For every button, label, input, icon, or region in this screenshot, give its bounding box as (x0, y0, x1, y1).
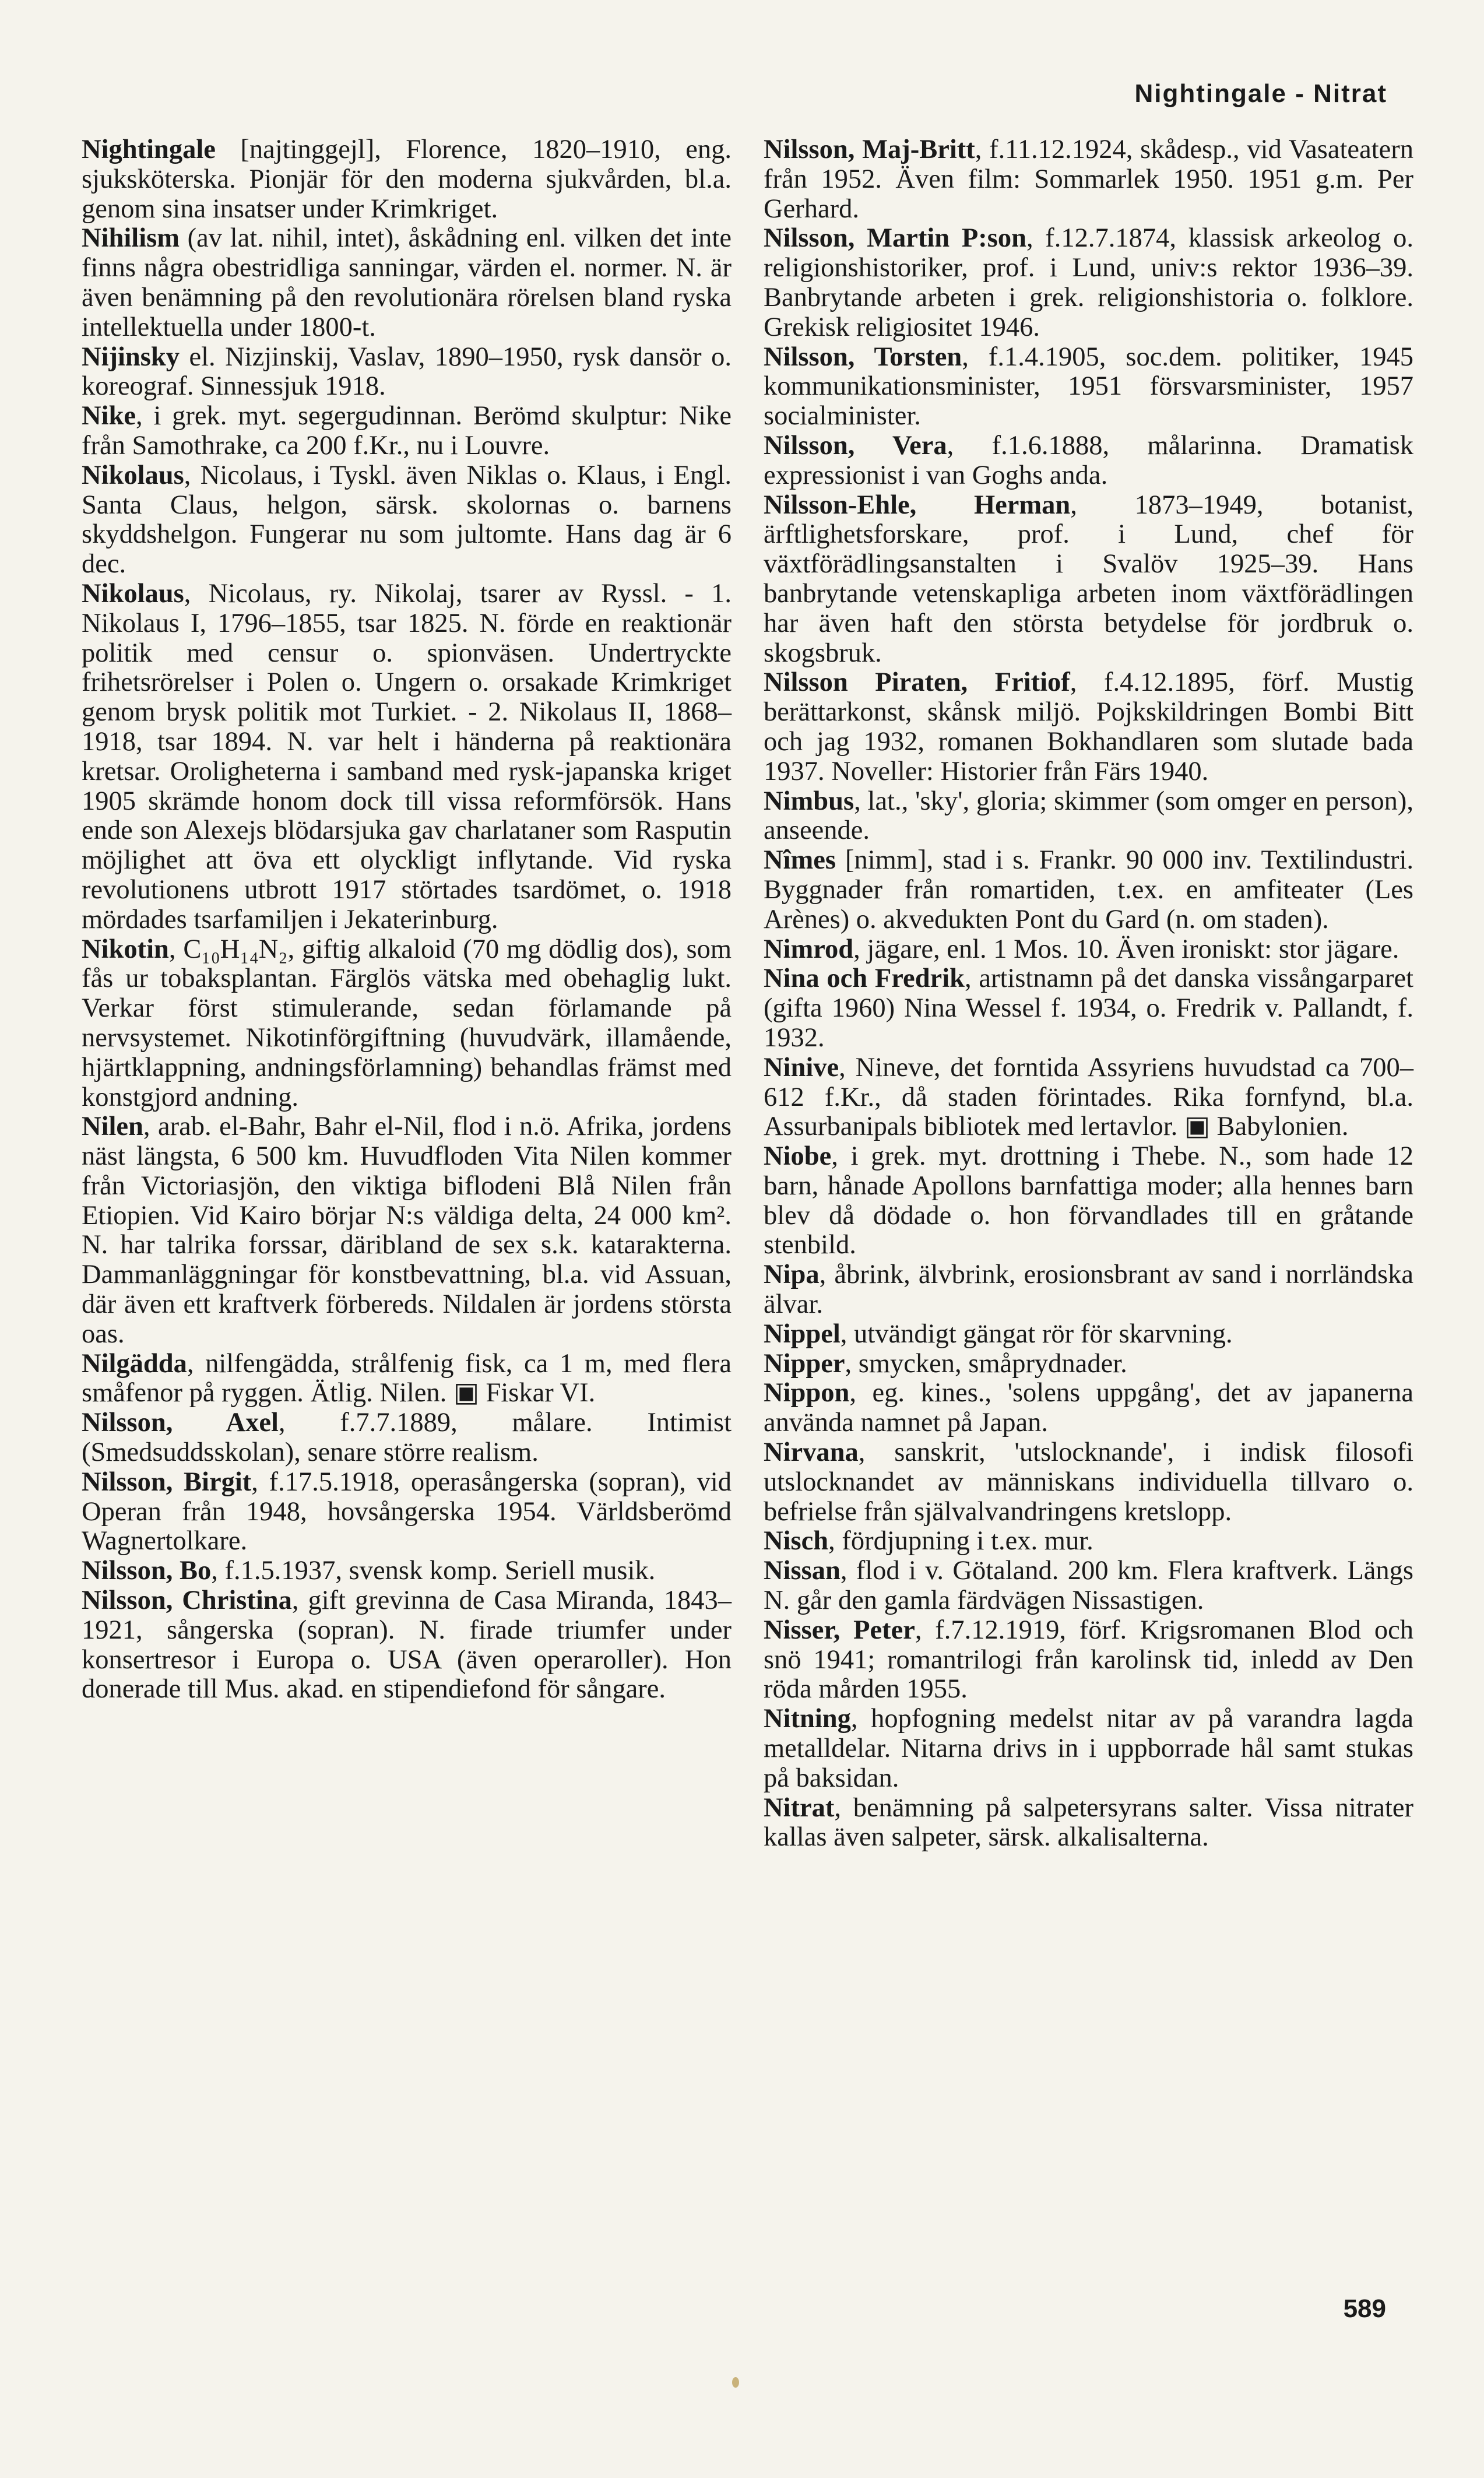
headword: Nilsson, Torsten (764, 342, 962, 372)
page-number: 589 (1343, 2294, 1386, 2323)
definition: , arab. el-Bahr, Bahr el-Nil, flod i n.ö. Afrika, jordens näst längsta, 6 500 km. Huvudfloden Vita Nilen kommer från Victoriasjön, den viktiga biflodeni Blå Nilen från Etiopien. Vid Kairo börjar N:s väldiga delta, 24 000 km². N. har talrika forssar, däribland de sex s.k. katarakterna. Dammanläggningar för konstbevattning, bl.a. vid Assuan, där även ett kraftverk förbereds. Nildalen är jordens största oas. (82, 1112, 732, 1349)
headword: Nissan (764, 1556, 841, 1586)
headword: Nike (82, 401, 136, 431)
entry (82, 1408, 732, 1468)
entry (82, 402, 732, 461)
headword: Nilsson, Maj-Britt (764, 135, 975, 164)
definition: , Nicolaus, i Tyskl. även Niklas o. Klaus, i Engl. Santa Claus, helgon, särsk. skolornas o. barnens skyddshelgon. Fungerar nu som jultomte. Hans dag är 6 dec. (82, 460, 732, 579)
definition: , f.11.12.1924, skådesp., vid Vasateatern från 1952. Även film: Sommarlek 1950. 1951 g.m. Per Gerhard. (764, 135, 1414, 224)
definition: , f.7.12.1919, förf. Krigsromanen Blod och snö 1941; romantrilogi från karolinsk tid, inledd av Den röda mården 1955. (764, 1615, 1413, 1704)
definition: , benämning på salpetersyrans salter. Vissa nitrater kallas även salpeter, särsk. alkalisalterna. (764, 1792, 1413, 1853)
entry (764, 964, 1413, 1053)
entry (764, 491, 1413, 669)
headword: Nikolaus (82, 578, 184, 609)
headword: Nimbus (764, 786, 854, 816)
headword: Niobe (764, 1141, 832, 1172)
headword: Nilsson, Bo (82, 1556, 212, 1586)
headword: Nimrod (764, 934, 854, 964)
entry (82, 461, 732, 579)
entry (82, 579, 732, 935)
entry (764, 1260, 1413, 1320)
headword: Nilsson Piraten, Fritiof (764, 667, 1070, 698)
headword: Nilen (82, 1112, 143, 1142)
left-column (82, 135, 732, 1704)
headword: Nirvana (764, 1437, 859, 1468)
definition: , sanskrit, 'utslocknande', i indisk filosofi utslocknandet av människans individuella tillvaro o. befrielse från självalvandringens kretslopp. (764, 1437, 1413, 1527)
definition: , åbrink, älvbrink, erosionsbrant av sand i norrländska älvar. (764, 1260, 1413, 1320)
entry (764, 787, 1413, 846)
entry (764, 846, 1413, 934)
definition: , fördjupning i t.ex. mur. (828, 1526, 1093, 1556)
headword: Nijinsky (82, 342, 180, 372)
definition: , 1873–1949, botanist, ärftlighetsforskare, prof. i Lund, chef för växtförädlingsanstalten i Svalöv 1925–39. Hans banbrytande vetenskapliga arbeten inom växtförädlingen har även haft den största betydelse för jordbruk o. skogsbruk. (764, 490, 1413, 668)
entry (82, 224, 732, 342)
headword: Nisch (764, 1526, 829, 1556)
definition: (av lat. nihil, intet), åskådning enl. vilken det inte finns några obestridliga sanningar, värden el. normer. N. är även benämning på den revolutionära rörelsen bland ryska intellektuella under 1800-t. (82, 223, 732, 342)
headword: Nilsson, Christina (82, 1586, 292, 1616)
entry (764, 1142, 1413, 1260)
definition: , i grek. myt. segergudinnan. Berömd skulptur: Nike från Samothrake, ca 200 f.Kr., nu i Louvre. (82, 401, 732, 461)
entry (82, 1556, 732, 1586)
headword: Nilgädda (82, 1348, 187, 1379)
headword: Nîmes (764, 845, 836, 876)
definition: [najtinggejl], Florence, 1820–1910, eng. sjuksköterska. Pionjär för den moderna sjukvården, bl.a. genom sina insatser under Krimkriget. (82, 135, 732, 224)
entry (82, 135, 732, 224)
entry (764, 1379, 1413, 1438)
definition: , artistnamn på det danska vissångarparet (gifta 1960) Nina Wessel f. 1934, o. Fredrik v. Pallandt, f. 1932. (764, 964, 1413, 1053)
entry (82, 343, 732, 402)
definition: , jägare, enl. 1 Mos. 10. Även ironiskt: stor jägare. (853, 934, 1399, 964)
ink-spot (732, 2377, 739, 2388)
entry (764, 935, 1413, 965)
definition: , i grek. myt. drottning i Thebe. N., som hade 12 barn, hånade Apollons barnfattiga moder; alla hennes barn blev då dödade o. hon förvandlades till en gråtande stenbild. (764, 1141, 1413, 1260)
entry (764, 1704, 1413, 1793)
definition: , f.1.4.1905, soc.dem. politiker, 1945 kommunikationsminister, 1951 försvarsminister, 1957 socialminister. (764, 342, 1413, 431)
headword: Nikolaus (82, 460, 184, 490)
entry (764, 1527, 1413, 1556)
definition: , smycken, småprydnader. (845, 1348, 1127, 1379)
entry (764, 135, 1413, 224)
definition: , flod i v. Götaland. 200 km. Flera kraftverk. Längs N. går den gamla färdvägen Nissastigen. (764, 1556, 1413, 1616)
entry (764, 1438, 1413, 1527)
definition: , f.12.7.1874, klassisk arkeolog o. religionshistoriker, prof. i Lund, univ:s rektor 1936–39. Banbrytande arbeten i grek. religionshistoria o. folklore. Grekisk religiositet 1946. (764, 223, 1413, 342)
headword: Ninive (764, 1052, 839, 1082)
headword: Nitning (764, 1704, 851, 1734)
entry (82, 935, 732, 1113)
definition: [nimm], stad i s. Frankr. 90 000 inv. Textilindustri. Byggnader från romartiden, t.ex. en amfiteater (Les Arènes) o. akvedukten Pont du Gard (n. om staden). (764, 845, 1413, 934)
entry (764, 1349, 1413, 1379)
entry (764, 1053, 1413, 1142)
headword: Nisser, Peter (764, 1615, 915, 1645)
definition: , lat., 'sky', gloria; skimmer (som omger en person), anseende. (764, 786, 1413, 846)
entry (764, 1320, 1413, 1349)
headword: Nihilism (82, 223, 180, 254)
headword: Nightingale (82, 135, 216, 164)
headword: Nippel (764, 1319, 841, 1349)
definition: , f.1.5.1937, svensk komp. Seriell musik. (211, 1556, 656, 1586)
headword: Nina och Fredrik (764, 964, 965, 994)
headword: Nilsson, Vera (764, 430, 947, 461)
entry (764, 224, 1413, 342)
definition: , Nineve, det forntida Assyriens huvudstad ca 700–612 f.Kr., då staden förintades. Rika fornfynd, bl.a. Assurbanipals bibliotek med lertavlor. ▣ Babylonien. (764, 1052, 1413, 1142)
headword: Nilsson-Ehle, Herman (764, 490, 1071, 520)
definition: el. Nizjinskij, Vaslav, 1890–1950, rysk dansör o. koreograf. Sinnessjuk 1918. (82, 342, 732, 402)
definition: , Nicolaus, ry. Nikolaj, tsarer av Ryssl. - 1. Nikolaus I, 1796–1855, tsar 1825. N. förde en reaktionär politik med censur o. spionväsen. Undertryckte frihetsrörelser i Polen o. Ungern o. orsakade Krimkriget genom brysk politik mot Turkiet. - 2. Nikolaus II, 1868–1918, tsar 1894. N. var helt i händerna på reaktionära kretsar. Oroligheterna i samband med rysk-japanska kriget 1905 skrämde honom dock till vissa reformförsök. Hans ende son Alexejs blödarsjuka gav charlataner som Rasputin möjlighet att öva ett olyckligt inflytande. Vid ryska revolutionens utbrott 1917 störtades tsardömet, o. 1918 mördades tsarfamiljen i Jekaterinburg. (82, 578, 732, 934)
entry (764, 1616, 1413, 1704)
entry (764, 431, 1413, 491)
entry (764, 1556, 1413, 1616)
entry (764, 343, 1413, 431)
entry (82, 1586, 732, 1704)
definition: , f.17.5.1918, operasångerska (sopran), vid Operan från 1948, hovsångerska 1954. Världsberömd Wagnertolkare. (82, 1467, 732, 1556)
definition: , f.4.12.1895, förf. Mustig berättarkonst, skånsk miljö. Pojkskildringen Bombi Bitt och jag 1932, romanen Bokhandlaren som slutade bada 1937. Noveller: Historier från Färs 1940. (764, 667, 1413, 786)
headword: Nipa (764, 1260, 820, 1290)
headword: Nipper (764, 1348, 845, 1379)
right-column (764, 135, 1413, 1853)
definition: , f.7.7.1889, målare. Intimist (Smedsuddsskolan), senare större realism. (82, 1408, 732, 1468)
definition: , eg. kines., 'solens uppgång', det av japanerna använda namnet på Japan. (764, 1378, 1413, 1438)
headword: Nippon (764, 1378, 850, 1408)
definition: , nilfengädda, strålfenig fisk, ca 1 m, med flera småfenor på ryggen. Ätlig. Nilen. ▣ Fiskar VI. (82, 1348, 732, 1408)
headword: Nilsson, Birgit (82, 1467, 252, 1497)
headword: Nikotin (82, 934, 169, 964)
definition: , hopfogning medelst nitar av på varandra lagda metalldelar. Nitarna drivs in i uppborrade hål samt stukas på baksidan. (764, 1704, 1413, 1793)
headword: Nilsson, Martin P:son (764, 223, 1026, 254)
running-head: Nightingale - Nitrat (1134, 79, 1387, 108)
entry (82, 1349, 732, 1409)
definition: , gift grevinna de Casa Miranda, 1843–1921, sångerska (sopran). N. firade triumfer under konsertresor i Europa o. USA (även operaroller). Hon donerade till Mus. akad. en stipendiefond för sångare. (82, 1586, 732, 1704)
definition: , C₁₀H₁₄N₂, giftig alkaloid (70 mg dödlig dos), som fås ur tobaksplantan. Färglös vätska med obehaglig lukt. Verkar först stimulerande, sedan förlamande på nervsystemet. Nikotinförgiftning (huvudvärk, illamående, hjärtklappning, andningsförlamning) behandlas främst med konstgjord andning. (82, 934, 732, 1112)
entry (82, 1468, 732, 1556)
entry (764, 1794, 1413, 1853)
headword: Nitrat (764, 1792, 835, 1823)
headword: Nilsson, Axel (82, 1408, 279, 1438)
entry (82, 1112, 732, 1349)
definition: , utvändigt gängat rör för skarvning. (840, 1319, 1233, 1349)
definition: , f.1.6.1888, målarinna. Dramatisk expressionist i van Goghs anda. (764, 430, 1413, 490)
entry (764, 668, 1413, 786)
